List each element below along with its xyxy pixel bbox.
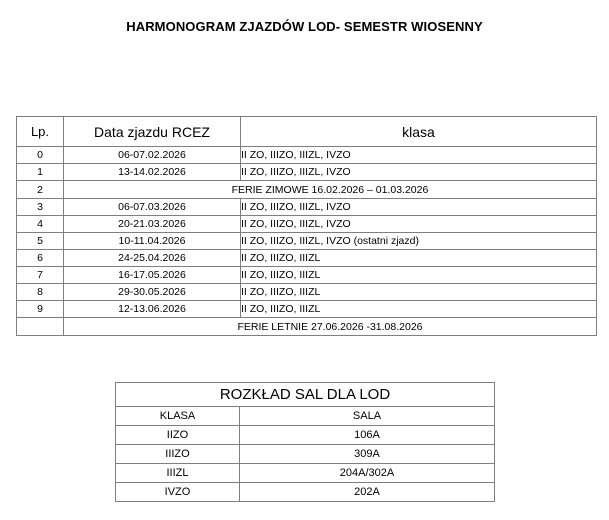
- rooms-header-row: [116, 407, 495, 426]
- table-row: [17, 233, 597, 250]
- table-row-break: [17, 181, 597, 199]
- cell-klasa: II ZO, IIIZO, IIIZL: [241, 284, 597, 301]
- cell-lp: 7: [17, 267, 64, 284]
- table-row: [116, 483, 495, 502]
- cell-lp: 6: [17, 250, 64, 267]
- cell-klasa: IIIZO: [116, 445, 240, 464]
- cell-date: 13-14.02.2026: [64, 164, 241, 181]
- table-row: [17, 164, 597, 181]
- cell-date: 24-25.04.2026: [64, 250, 241, 267]
- cell-lp: 9: [17, 301, 64, 318]
- cell-klasa: IVZO: [116, 483, 240, 502]
- cell-date: 06-07.02.2026: [64, 147, 241, 164]
- table-row: [17, 216, 597, 233]
- cell-lp: 0: [17, 147, 64, 164]
- cell-break-summer: FERIE LETNIE 27.06.2026 -31.08.2026: [64, 318, 597, 336]
- column-header-lp: Lp.: [17, 117, 64, 147]
- schedule-table-container: [16, 116, 597, 336]
- schedule-header-row: [17, 117, 597, 147]
- cell-klasa: IIZO: [116, 426, 240, 445]
- cell-lp: 3: [17, 199, 64, 216]
- cell-lp: [17, 318, 64, 336]
- rooms-table-title-row: [116, 383, 495, 407]
- page-title: HARMONOGRAM ZJAZDÓW LOD- SEMESTR WIOSENNY: [126, 19, 483, 34]
- column-header-sala: SALA: [240, 407, 495, 426]
- table-row: [17, 267, 597, 284]
- cell-sala: 106A: [240, 426, 495, 445]
- column-header-klasa: klasa: [241, 117, 597, 147]
- cell-klasa: II ZO, IIIZO, IIIZL, IVZO: [241, 199, 597, 216]
- cell-sala: 204A/302A: [240, 464, 495, 483]
- cell-klasa: II ZO, IIIZO, IIIZL: [241, 301, 597, 318]
- cell-klasa: II ZO, IIIZO, IIIZL, IVZO (ostatni zjazd): [241, 233, 597, 250]
- cell-lp: 5: [17, 233, 64, 250]
- cell-date: 20-21.03.2026: [64, 216, 241, 233]
- schedule-table: [16, 116, 597, 336]
- table-row: [116, 426, 495, 445]
- cell-klasa: IIIZL: [116, 464, 240, 483]
- cell-date: 12-13.06.2026: [64, 301, 241, 318]
- table-row: [116, 464, 495, 483]
- column-header-klasa: KLASA: [116, 407, 240, 426]
- cell-klasa: II ZO, IIIZO, IIIZL: [241, 250, 597, 267]
- cell-lp: 2: [17, 181, 64, 199]
- table-row: [17, 250, 597, 267]
- cell-lp: 1: [17, 164, 64, 181]
- column-header-date: Data zjazdu RCEZ: [64, 117, 241, 147]
- cell-date: 10-11.04.2026: [64, 233, 241, 250]
- cell-date: 29-30.05.2026: [64, 284, 241, 301]
- cell-sala: 202A: [240, 483, 495, 502]
- table-row: [116, 445, 495, 464]
- table-row-break: [17, 318, 597, 336]
- table-row: [17, 301, 597, 318]
- cell-date: 06-07.03.2026: [64, 199, 241, 216]
- cell-klasa: II ZO, IIIZO, IIIZL, IVZO: [241, 216, 597, 233]
- cell-klasa: II ZO, IIIZO, IIIZL, IVZO: [241, 164, 597, 181]
- rooms-table: [115, 382, 495, 502]
- table-row: [17, 199, 597, 216]
- cell-lp: 8: [17, 284, 64, 301]
- rooms-table-title: ROZKŁAD SAL DLA LOD: [116, 383, 495, 407]
- table-row: [17, 147, 597, 164]
- cell-lp: 4: [17, 216, 64, 233]
- cell-sala: 309A: [240, 445, 495, 464]
- cell-break-winter: FERIE ZIMOWE 16.02.2026 – 01.03.2026: [64, 181, 597, 199]
- cell-klasa: II ZO, IIIZO, IIIZL: [241, 267, 597, 284]
- table-row: [17, 284, 597, 301]
- cell-klasa: II ZO, IIIZO, IIIZL, IVZO: [241, 147, 597, 164]
- cell-date: 16-17.05.2026: [64, 267, 241, 284]
- rooms-table-container: [115, 382, 495, 502]
